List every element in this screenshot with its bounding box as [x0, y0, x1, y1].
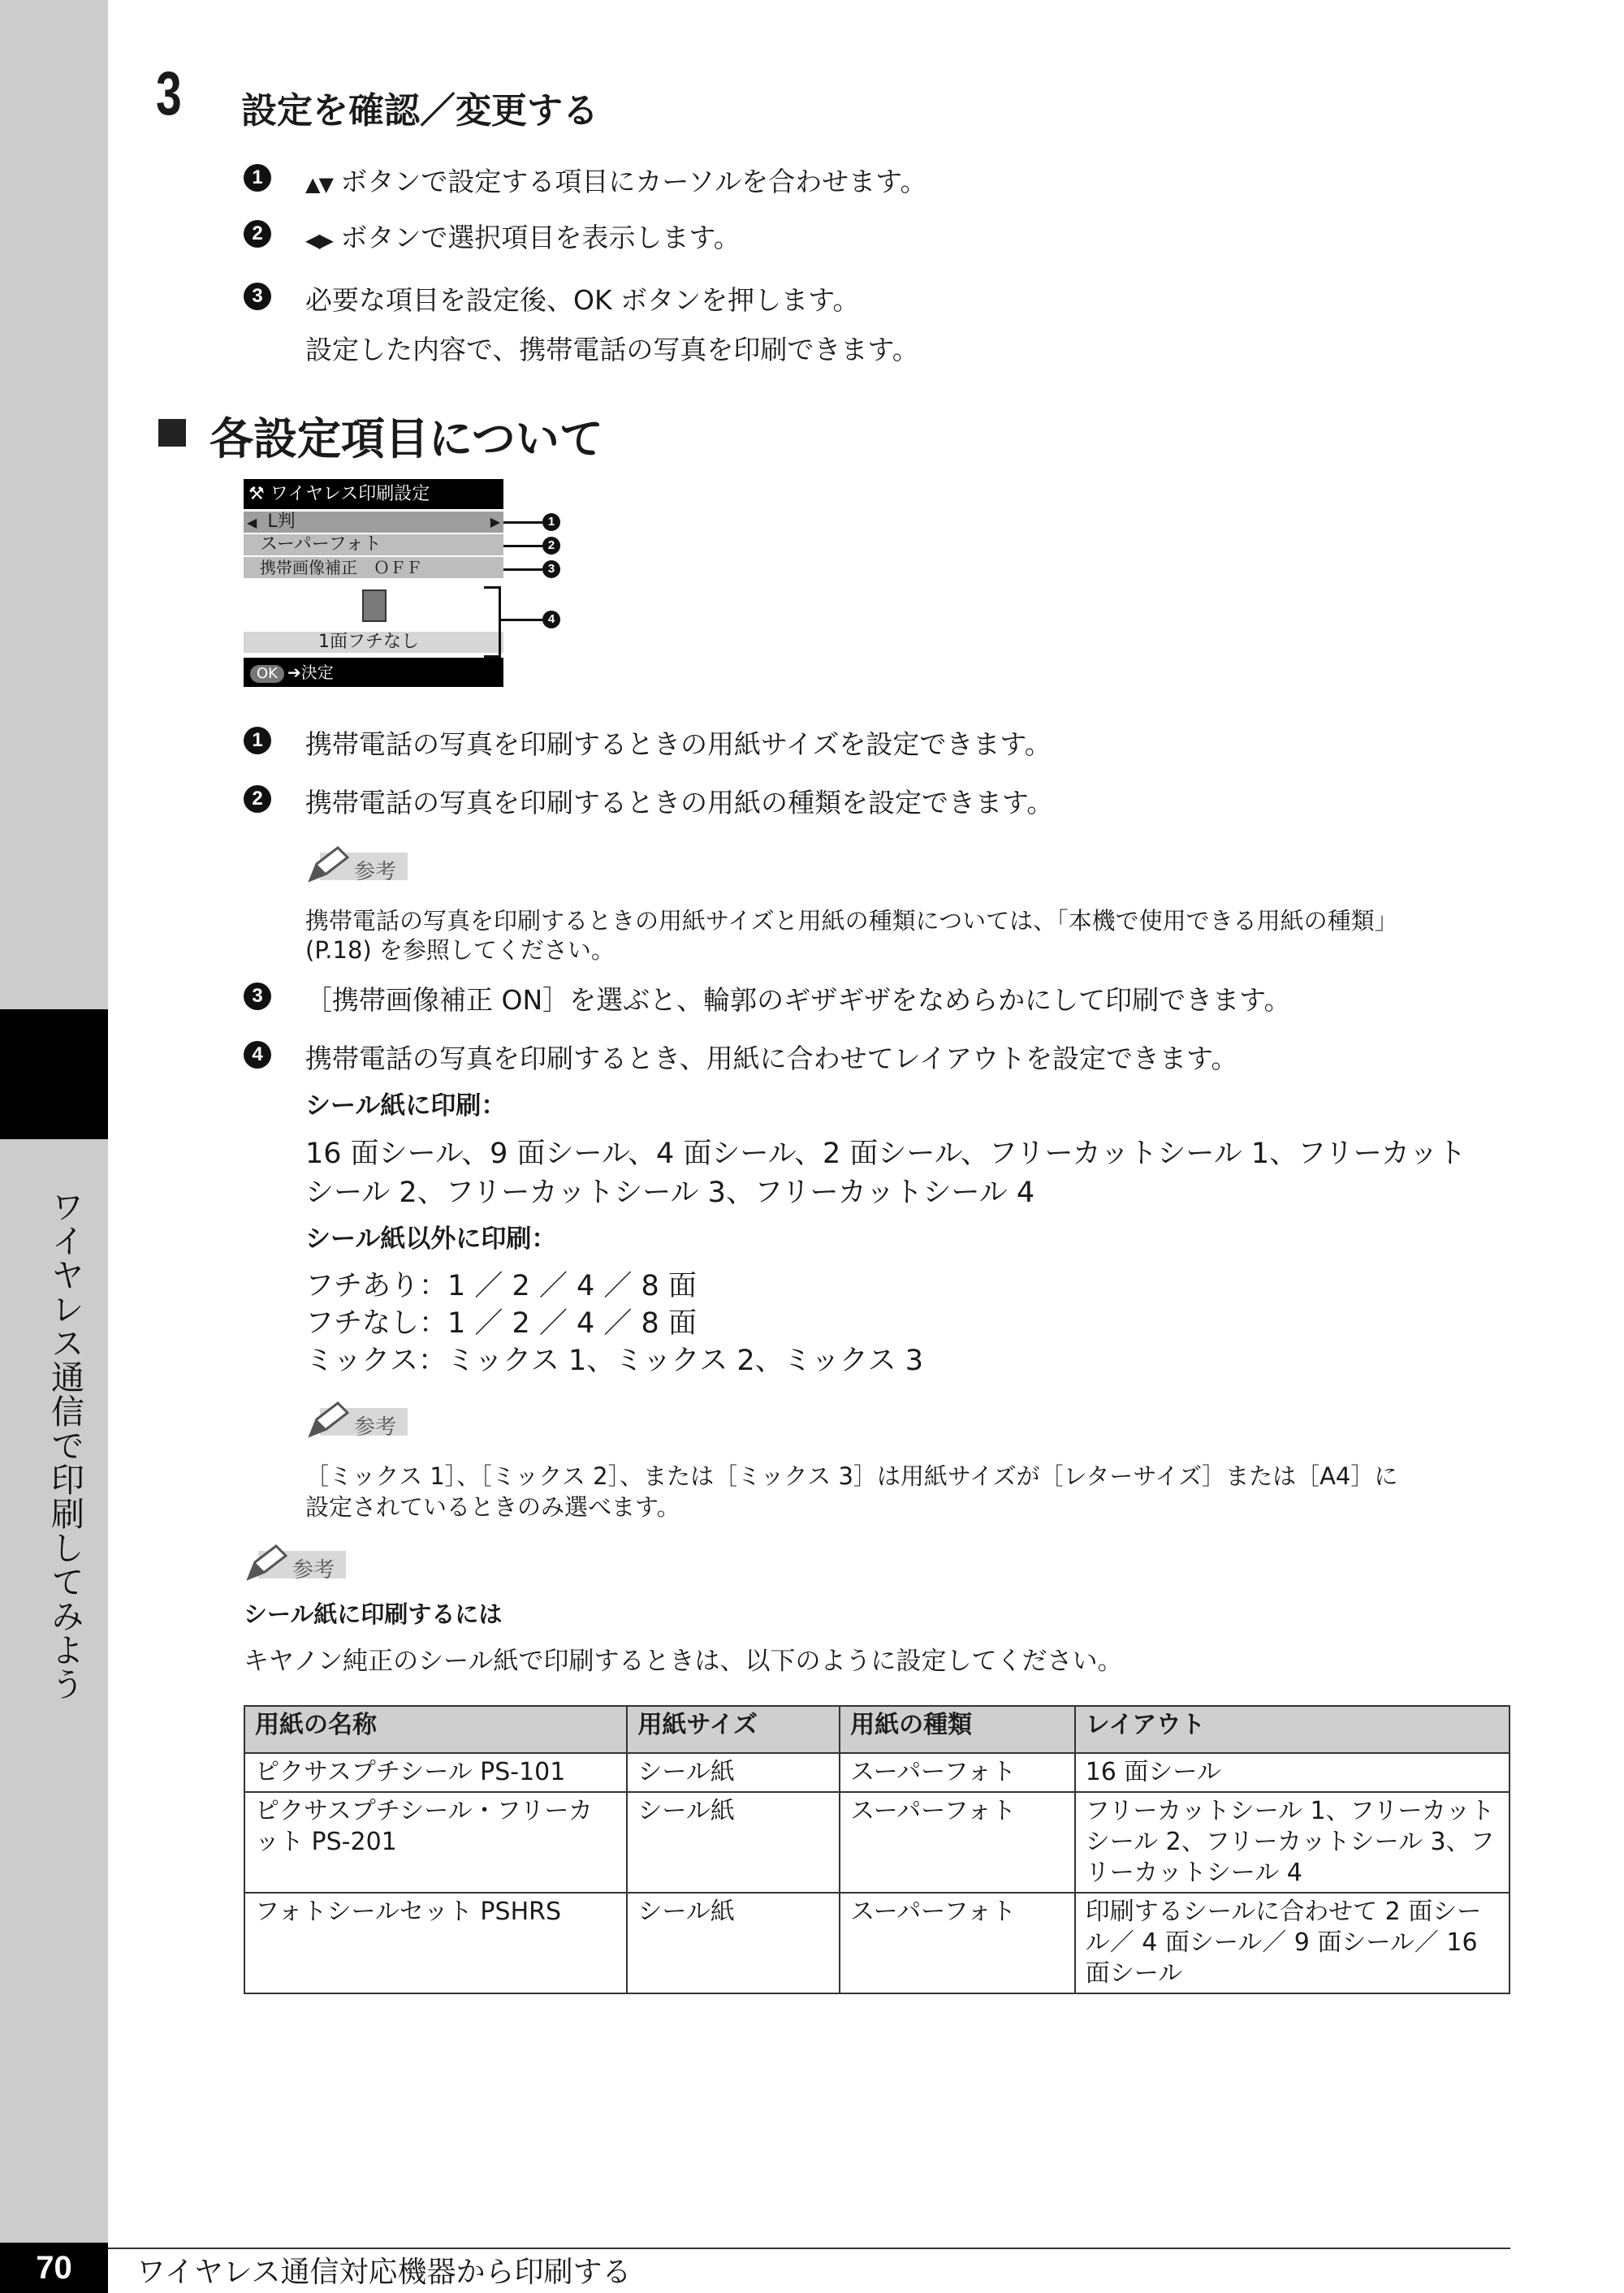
note-1-line-1: 携帯電話の写真を印刷するときの用紙サイズと用紙の種類については、「本機で使用できる用紙の種類」 [305, 907, 1398, 935]
item-marker-4: 4 [244, 1041, 271, 1069]
table-cell-size: シール紙 [627, 1792, 840, 1893]
table-header-row [244, 1706, 1510, 1753]
item-2-text: 携帯電話の写真を印刷するときの用紙の種類を設定できます。 [305, 787, 1054, 818]
sticker-line-1: 16 面シール、9 面シール、4 面シール、2 面シール、フリーカットシール 1、フリーカット [305, 1138, 1466, 1170]
lcd-row-layout [244, 632, 503, 653]
note-2-line-2: 設定されているときのみ選べます。 [305, 1493, 680, 1521]
substep-marker-1: 1 [244, 164, 271, 192]
item-4-text: 携帯電話の写真を印刷するとき、用紙に合わせてレイアウトを設定できます。 [305, 1043, 1238, 1074]
item-1-text: 携帯電話の写真を印刷するときの用紙サイズを設定できます。 [305, 728, 1052, 760]
lcd-ok-badge: OK [250, 665, 284, 683]
left-right-arrows-icon: ◀▶ [305, 229, 332, 252]
table-cell-type: スーパーフォト [840, 1753, 1075, 1792]
lcd-ok-text: ➔決定 [287, 663, 334, 682]
sidebar-chapter-marker [0, 1009, 108, 1139]
note-3-heading: シール紙に印刷するには [244, 1600, 503, 1628]
callout-marker-4: 4 [542, 611, 560, 628]
note-2-line-1: ［ミックス 1］、［ミックス 2］、または［ミックス 3］は用紙サイズが［レターサイズ］または［A4］に [305, 1462, 1398, 1490]
callout-line-2 [503, 545, 542, 547]
item-3-text: ［携帯画像補正 ON］を選ぶと、輪郭のギザギザをなめらかにして印刷できます。 [305, 984, 1291, 1016]
substep-marker-2: 2 [244, 220, 271, 248]
table-cell-name: ピクサスプチシール PS-101 [244, 1753, 627, 1792]
lcd-media-type: スーパーフォト [260, 534, 382, 555]
sidebar-section-label: ワイヤレス通信で印刷してみよう [45, 1190, 84, 1701]
pencil-icon [244, 1543, 292, 1583]
note-3-text: キヤノン純正のシール紙で印刷するときは、以下のように設定してください。 [244, 1647, 1123, 1676]
pencil-icon [305, 1400, 354, 1440]
left-arrow-icon: ◀ [247, 515, 257, 530]
section-bullet [158, 419, 186, 447]
lcd-layout: 1面フチなし [318, 632, 419, 652]
footer-title: ワイヤレス通信対応機器から印刷する [136, 2256, 632, 2289]
table-cell-type: スーパーフォト [840, 1893, 1075, 1993]
page-number: 70 [0, 2243, 108, 2293]
reference-label: 参考 [292, 1558, 335, 1583]
sticker-paper-table [244, 1705, 1510, 1994]
substep-3-result: 設定した内容で、携帯電話の写真を印刷できます。 [305, 334, 919, 365]
callout-marker-3: 3 [542, 560, 560, 578]
lcd-paper-size: L判 [267, 512, 296, 532]
lcd-ok-bar [244, 658, 503, 687]
table-cell-type: スーパーフォト [840, 1792, 1075, 1893]
table-header: 用紙サイズ [627, 1706, 840, 1753]
pencil-icon [305, 844, 354, 885]
callout-marker-2: 2 [542, 537, 560, 555]
reference-badge-1 [305, 844, 409, 885]
sticker-print-label: シール紙に印刷： [305, 1091, 507, 1121]
step-number: 3 [156, 59, 182, 128]
layout-preview-icon [362, 589, 387, 622]
table-cell-layout: 印刷するシールに合わせて 2 面シール／ 4 面シール／ 9 面シール／ 16 面シール [1075, 1893, 1510, 1993]
non-sticker-line-2: フチなし：1 ／ 2 ／ 4 ／ 8 面 [305, 1307, 697, 1340]
table-cell-layout: 16 面シール [1075, 1753, 1510, 1792]
table-header: 用紙の種類 [840, 1706, 1075, 1753]
non-sticker-print-label: シール紙以外に印刷： [305, 1224, 557, 1254]
substep-2-text: ボタンで選択項目を表示します。 [340, 222, 741, 253]
reference-badge-3 [244, 1543, 348, 1583]
substep-1-text: ボタンで設定する項目にカーソルを合わせます。 [340, 166, 927, 197]
lcd-title: ワイヤレス印刷設定 [270, 484, 430, 504]
sidebar-band [0, 0, 108, 2293]
lcd-title-bar [244, 479, 503, 509]
lcd-row-media-type [244, 534, 503, 555]
table-cell-size: シール紙 [627, 1893, 840, 1993]
item-marker-3: 3 [244, 982, 271, 1010]
table-header: 用紙の名称 [244, 1706, 627, 1753]
callout-marker-1: 1 [542, 513, 560, 531]
table-row [244, 1893, 1510, 1993]
lcd-screen [244, 479, 503, 687]
lcd-row-image-correction [244, 557, 503, 578]
callout-line-3 [503, 568, 542, 571]
step-title: 設定を確認／変更する [241, 90, 598, 132]
item-marker-1: 1 [244, 727, 271, 754]
reference-label: 参考 [354, 1415, 397, 1440]
reference-badge-2 [305, 1400, 409, 1440]
substep-2 [305, 217, 741, 255]
table-row [244, 1753, 1510, 1792]
callout-bracket-4 [484, 586, 501, 658]
substep-marker-3: 3 [244, 283, 271, 310]
lcd-image-correction: 携帯画像補正 ＯＦＦ [260, 558, 422, 577]
section-title: 各設定項目について [209, 413, 603, 464]
table-cell-name: フォトシールセット PSHRS [244, 1893, 627, 1993]
up-down-arrows-icon: ▲▼ [305, 173, 332, 196]
reference-label: 参考 [354, 860, 397, 884]
table-cell-layout: フリーカットシール 1、フリーカットシール 2、フリーカットシール 3、フリーカットシール 4 [1075, 1792, 1510, 1893]
right-arrow-icon: ▶ [490, 514, 500, 529]
table-cell-size: シール紙 [627, 1753, 840, 1792]
non-sticker-line-1: フチあり：1 ／ 2 ／ 4 ／ 8 面 [305, 1270, 697, 1302]
sticker-line-2: シール 2、フリーカットシール 3、フリーカットシール 4 [305, 1177, 1035, 1209]
table-header: レイアウト [1075, 1706, 1510, 1753]
non-sticker-line-3: ミックス：ミックス 1、ミックス 2、ミックス 3 [305, 1345, 923, 1377]
callout-line-4 [501, 619, 542, 621]
substep-3-text: 必要な項目を設定後、OK ボタンを押します。 [305, 284, 860, 316]
lcd-row-paper-size [244, 512, 503, 533]
note-1-line-2: (P.18) を参照してください。 [305, 936, 615, 964]
table-cell-name: ピクサスプチシール・フリーカット PS-201 [244, 1792, 627, 1893]
substep-1 [305, 161, 926, 199]
wrench-icon: ⚒ [248, 484, 265, 504]
item-marker-2: 2 [244, 785, 271, 813]
table-row [244, 1792, 1510, 1893]
callout-line-1 [503, 521, 542, 524]
